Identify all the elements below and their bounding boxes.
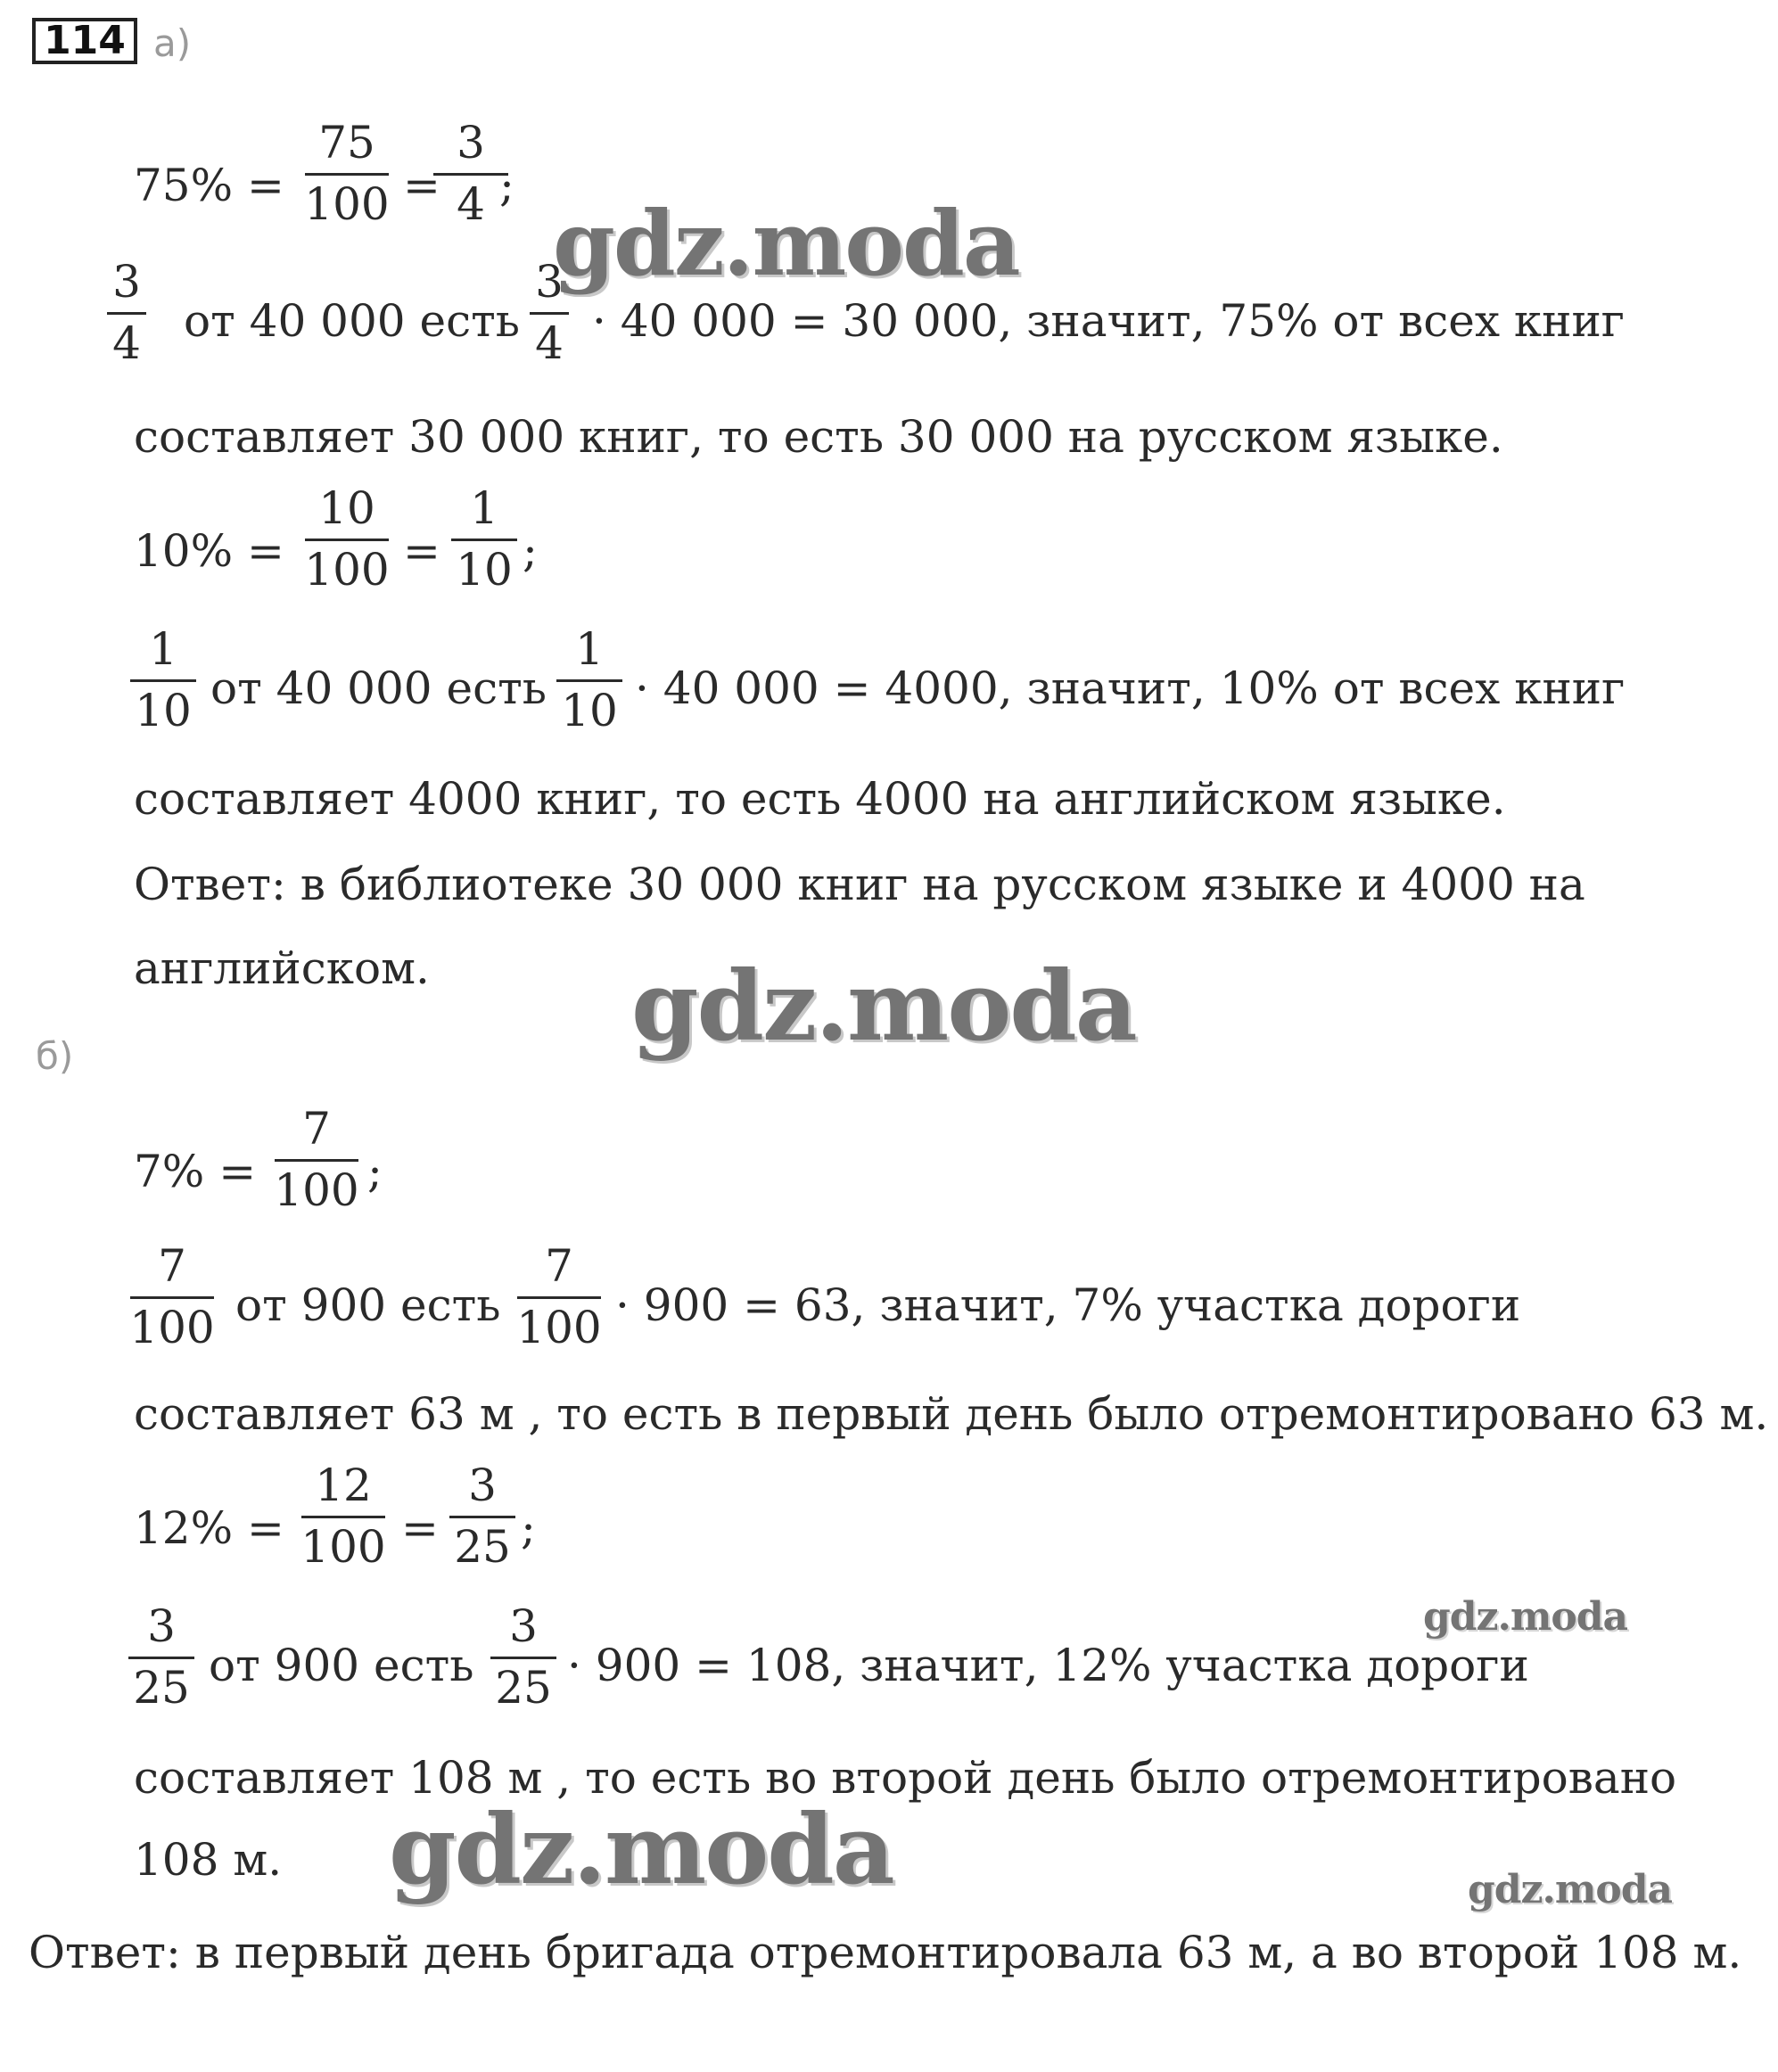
fraction-bar bbox=[128, 1657, 194, 1659]
fraction-denominator: 25 bbox=[133, 1662, 190, 1714]
fraction-numerator: 7 bbox=[302, 1103, 331, 1155]
fraction-bar bbox=[451, 539, 517, 541]
equals-sign: = bbox=[403, 160, 440, 211]
part-b-label: б) bbox=[36, 1034, 74, 1078]
text-from-40000: от 40 000 есть bbox=[210, 662, 547, 714]
fraction-denominator: 100 bbox=[516, 1302, 602, 1353]
text-line-russian-books: составляет 30 000 книг, то есть 30 000 на русском языке. bbox=[134, 411, 1503, 463]
fraction-7-100 bbox=[268, 1104, 366, 1219]
fraction-1-10-a bbox=[123, 624, 203, 739]
fraction-numerator: 3 bbox=[468, 1459, 497, 1511]
fraction-bar bbox=[275, 1159, 358, 1162]
fraction-denominator: 4 bbox=[535, 317, 564, 369]
fraction-denominator: 100 bbox=[304, 544, 390, 596]
answer-a-line2: английском. bbox=[134, 942, 430, 994]
text-from-40000: от 40 000 есть bbox=[184, 295, 520, 347]
semicolon: ; bbox=[499, 160, 514, 211]
text-from-900: от 900 есть bbox=[235, 1279, 501, 1331]
text-calc-10: · 40 000 = 4000, значит, 10% от всех книг bbox=[635, 662, 1626, 714]
fraction-bar bbox=[305, 539, 389, 541]
fraction-numerator: 1 bbox=[149, 623, 177, 675]
percent-equation-10-left: 10% = bbox=[134, 525, 284, 577]
text-from-900: от 900 есть bbox=[209, 1640, 474, 1691]
watermark-logo: gdz.moda bbox=[631, 950, 1136, 1063]
percent-equation-7-left: 7% = bbox=[134, 1146, 257, 1197]
watermark-logo: gdz.moda bbox=[389, 1794, 893, 1906]
fraction-12-100 bbox=[294, 1460, 392, 1575]
fraction-bar bbox=[449, 1516, 515, 1518]
watermark-logo-small: gdz.moda bbox=[1468, 1867, 1673, 1912]
fraction-numerator: 3 bbox=[112, 256, 141, 308]
semicolon: ; bbox=[523, 525, 538, 577]
fraction-bar bbox=[556, 679, 622, 682]
fraction-numerator: 3 bbox=[535, 256, 564, 308]
equals-sign: = bbox=[403, 525, 440, 577]
fraction-denominator: 25 bbox=[454, 1521, 511, 1573]
fraction-10-100 bbox=[298, 483, 396, 598]
fraction-denominator: 25 bbox=[495, 1662, 552, 1714]
fraction-numerator: 75 bbox=[318, 117, 375, 169]
fraction-bar bbox=[305, 173, 389, 176]
semicolon: ; bbox=[367, 1146, 383, 1197]
fraction-denominator: 10 bbox=[135, 685, 192, 736]
watermark-logo-small: gdz.moda bbox=[1423, 1594, 1628, 1640]
fraction-denominator: 100 bbox=[300, 1521, 386, 1573]
fraction-3-25 bbox=[442, 1460, 523, 1575]
fraction-3-25-b bbox=[483, 1601, 564, 1716]
fraction-bar bbox=[433, 173, 508, 176]
fraction-7-100-b bbox=[510, 1241, 608, 1356]
text-line-108m: 108 м. bbox=[134, 1834, 283, 1886]
fraction-numerator: 3 bbox=[509, 1600, 538, 1652]
fraction-denominator: 100 bbox=[274, 1164, 359, 1216]
text-line-second-day: составляет 108 м , то есть во второй день было отремонтировано bbox=[134, 1752, 1677, 1804]
fraction-denominator: 4 bbox=[112, 317, 141, 369]
fraction-denominator: 100 bbox=[304, 178, 390, 230]
equals-sign: = bbox=[401, 1502, 439, 1554]
fraction-3-4-a bbox=[100, 257, 153, 372]
fraction-numerator: 1 bbox=[470, 482, 498, 534]
fraction-numerator: 7 bbox=[158, 1240, 186, 1292]
answer-a-line1: Ответ: в библиотеке 30 000 книг на русском языке и 4000 на bbox=[134, 859, 1585, 910]
part-a-label: а) bbox=[153, 21, 192, 65]
fraction-bar bbox=[130, 1296, 214, 1299]
fraction-numerator: 1 bbox=[575, 623, 604, 675]
fraction-denominator: 10 bbox=[561, 685, 618, 736]
percent-equation-75-left: 75% = bbox=[134, 160, 284, 211]
fraction-denominator: 10 bbox=[456, 544, 513, 596]
fraction-75-100 bbox=[298, 118, 396, 233]
fraction-bar bbox=[130, 679, 196, 682]
fraction-bar bbox=[301, 1516, 385, 1518]
fraction-numerator: 12 bbox=[315, 1459, 372, 1511]
fraction-numerator: 7 bbox=[545, 1240, 573, 1292]
fraction-bar bbox=[530, 312, 569, 315]
fraction-1-10-b bbox=[549, 624, 630, 739]
fraction-1-10 bbox=[444, 483, 524, 598]
fraction-bar bbox=[107, 312, 146, 315]
fraction-denominator: 4 bbox=[457, 178, 485, 230]
answer-b: Ответ: в первый день бригада отремонтировала 63 м, а во второй 108 м. bbox=[29, 1927, 1742, 1978]
fraction-7-100-a bbox=[123, 1241, 221, 1356]
semicolon: ; bbox=[521, 1502, 536, 1554]
watermark-logo: gdz.moda bbox=[553, 191, 1019, 296]
fraction-bar bbox=[517, 1296, 601, 1299]
percent-equation-12-left: 12% = bbox=[134, 1502, 284, 1554]
fraction-denominator: 100 bbox=[129, 1302, 215, 1353]
text-calc-75: · 40 000 = 30 000, значит, 75% от всех книг bbox=[592, 295, 1626, 347]
text-line-english-books: составляет 4000 книг, то есть 4000 на английском языке. bbox=[134, 773, 1506, 825]
problem-number-badge: 114 bbox=[32, 18, 137, 64]
text-line-first-day: составляет 63 м , то есть в первый день было отремонтировано 63 м. bbox=[134, 1388, 1769, 1440]
fraction-numerator: 3 bbox=[147, 1600, 176, 1652]
fraction-numerator: 10 bbox=[318, 482, 375, 534]
fraction-numerator: 3 bbox=[457, 117, 485, 169]
text-calc-12: · 900 = 108, значит, 12% участка дороги bbox=[567, 1640, 1529, 1691]
fraction-bar bbox=[490, 1657, 556, 1659]
text-calc-7: · 900 = 63, значит, 7% участка дороги bbox=[615, 1279, 1521, 1331]
fraction-3-25-a bbox=[121, 1601, 202, 1716]
